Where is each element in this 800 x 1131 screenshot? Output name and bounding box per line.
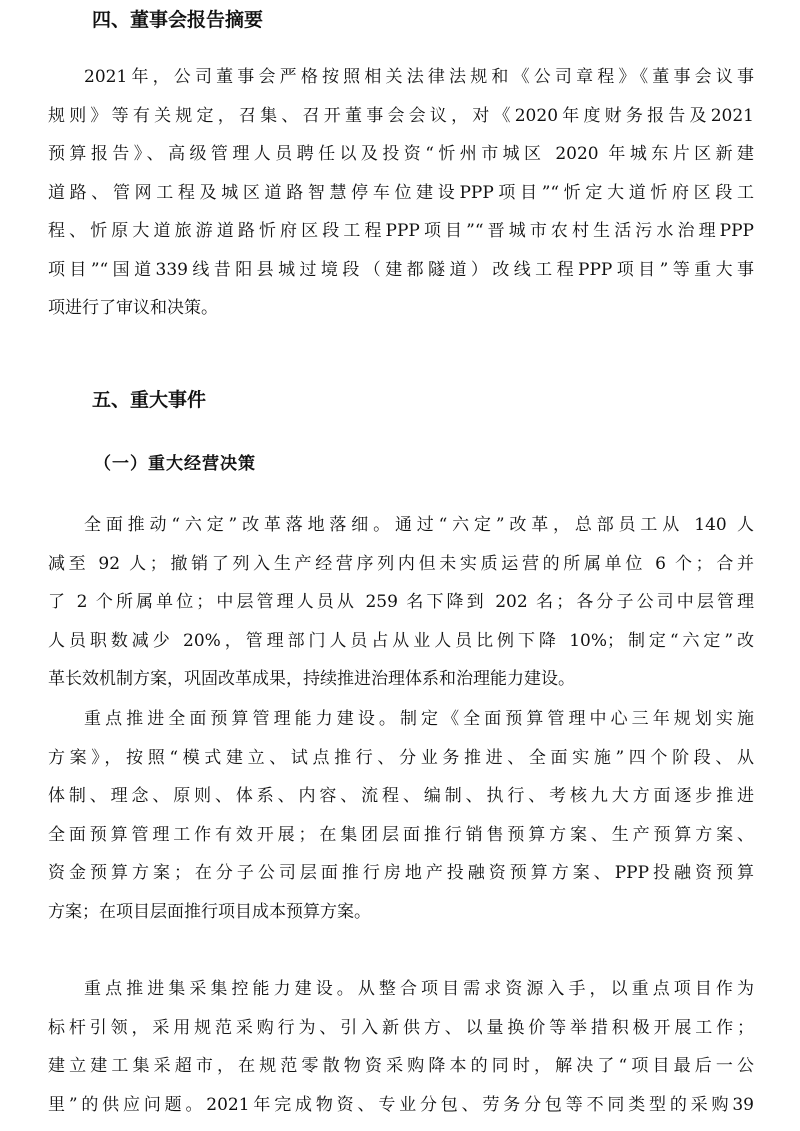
text-line: 革长效机制方案，巩固改革成果，持续推进治理体系和治理能力建设。 xyxy=(48,669,575,689)
text-line: 项目”“国道339线昔阳县城过境段（建都隧道）改线工程PPP项目”等重大事 xyxy=(48,259,754,280)
text-line: 减至 92 人；撤销了列入生产经营序列内但未实质运营的所属单位 6 个；合并 xyxy=(48,553,754,574)
section-5-paragraph-1 xyxy=(48,506,754,699)
text-line: 标杆引领，采用规范采购行为、引入新供方、以量换价等举措积极开展工作； xyxy=(48,1017,754,1038)
section-4-paragraph xyxy=(48,58,754,328)
text-line: 方案》，按照“模式建立、试点推行、分业务推进、全面实施”四个阶段、从 xyxy=(48,747,754,768)
text-line: 重点推进集采集控能力建设。从整合项目需求资源入手，以重点项目作为 xyxy=(84,979,754,999)
section-5-paragraph-2 xyxy=(48,700,754,931)
text-line: 人员职数减少 20%，管理部门人员占从业人员比例下降 10%；制定“六定”改 xyxy=(48,630,754,651)
text-line: 全面预算管理工作有效开展；在集团层面推行销售预算方案、生产预算方案、 xyxy=(48,824,754,845)
section-5-subheading: （一）重大经营决策 xyxy=(94,454,256,474)
text-line: 重点推进全面预算管理能力建设。制定《全面预算管理中心三年规划实施 xyxy=(84,709,754,729)
text-line: 道路、管网工程及城区道路智慧停车位建设PPP项目”“忻定大道忻府区段工 xyxy=(48,182,754,203)
text-line: 程、忻原大道旅游道路忻府区段工程PPP项目”“晋城市农村生活污水治理PPP xyxy=(48,221,754,241)
text-line: 建立建工集采超市，在规范零散物资采购降本的同时，解决了“项目最后一公 xyxy=(48,1056,754,1076)
text-line: 项进行了审议和决策。 xyxy=(48,298,218,318)
text-line: 全面推动“六定”改革落地落细。通过“六定”改革，总部员工从 140 人 xyxy=(84,515,754,535)
text-line: 方案；在项目层面推行项目成本预算方案。 xyxy=(48,901,371,922)
text-line: 资金预算方案；在分子公司层面推行房地产投融资预算方案、PPP投融资预算 xyxy=(48,863,754,883)
text-line: 预算报告》、高级管理人员聘任以及投资“忻州市城区 2020 年城东片区新建 xyxy=(48,144,754,164)
text-line: 体制、理念、原则、体系、内容、流程、编制、执行、考核九大方面逐步推进 xyxy=(48,786,754,806)
text-line: 了 2 个所属单位；中层管理人员从 259 名下降到 202 名；各分子公司中层管理 xyxy=(48,592,754,612)
text-line: 2021年，公司董事会严格按照相关法律法规和《公司章程》《董事会议事 xyxy=(84,67,754,87)
section-4-heading: 四、董事会报告摘要 xyxy=(92,9,264,31)
text-line: 里”的供应问题。2021年完成物资、专业分包、劳务分包等不同类型的采购39 xyxy=(48,1094,754,1115)
text-line: 规则》等有关规定，召集、召开董事会会议，对《2020年度财务报告及2021 xyxy=(48,105,754,126)
section-5-paragraph-3 xyxy=(48,970,754,1124)
section-5-heading: 五、重大事件 xyxy=(92,389,207,411)
